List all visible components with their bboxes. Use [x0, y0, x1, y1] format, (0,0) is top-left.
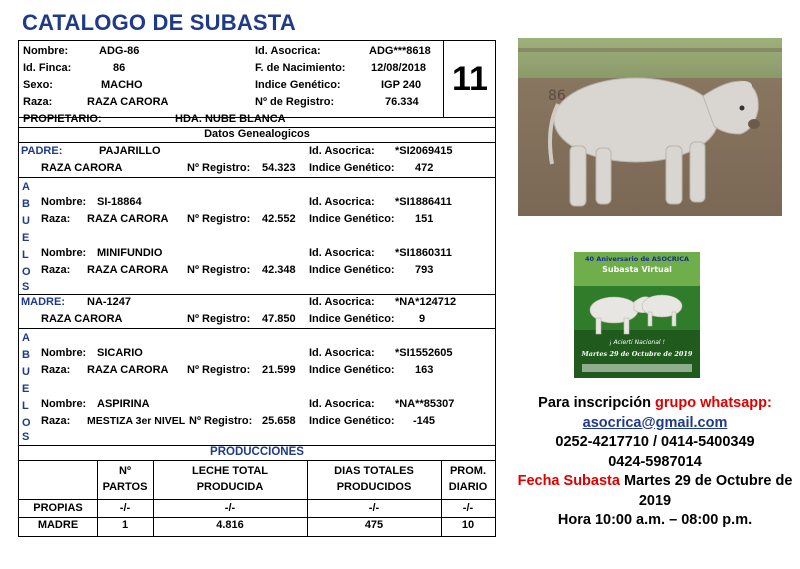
- hora-text: Hora 10:00 a.m. – 08:00 p.m.: [557, 512, 753, 528]
- abuelo-m1-asocrica-label: Id. Asocrica:: [309, 347, 375, 359]
- asocrica-label: Id. Asocrica:: [255, 45, 321, 57]
- abuelo-p1-asocrica: *SI1886411: [395, 196, 452, 208]
- col-leche-header: LECHE TOTAL PRODUCIDA: [192, 465, 268, 493]
- abuelo-p1-nombre-label: Nombre:: [41, 196, 87, 208]
- madre-raza: RAZA CARORA: [41, 313, 123, 325]
- abuelos-m-letter: E: [22, 383, 30, 395]
- padre-asocrica-label: Id. Asocrica:: [309, 145, 375, 157]
- col-prom-header: PROM. DIARIO: [448, 465, 488, 493]
- table-cell: 4.816: [216, 519, 244, 531]
- padre-name: PAJARILLO: [99, 145, 161, 157]
- madre-registro-label: Nº Registro:: [187, 313, 251, 325]
- abuelo-m2-name: ASPIRINA: [97, 398, 150, 410]
- abuelo-p2-asocrica-label: Id. Asocrica:: [309, 247, 375, 259]
- abuelo-p1-raza: RAZA CARORA: [87, 213, 169, 225]
- abuelo-p2-indice-label: Indice Genético:: [309, 264, 395, 276]
- fecha-value: Martes 29 de Octubre de 2019: [623, 473, 793, 509]
- table-cell: 10: [461, 519, 475, 531]
- abuelos-p-letter: S: [22, 281, 30, 293]
- abuelos-m-letter: O: [22, 417, 31, 429]
- abuelos-p-letter: U: [22, 215, 30, 227]
- madre-name: NA-1247: [87, 296, 132, 308]
- col-dias-header: DIAS TOTALES PRODUCIDOS: [334, 465, 414, 493]
- abuelos-p-letter: B: [22, 198, 30, 210]
- abuelo-m1-name: SICARIO: [97, 347, 143, 359]
- padre-asocrica: *SI2069415: [395, 145, 453, 157]
- padre-indice: 472: [415, 162, 434, 174]
- madre-asocrica-label: Id. Asocrica:: [309, 296, 375, 308]
- email-link[interactable]: asocrica@gmail.com: [582, 414, 728, 431]
- abuelo-p1-indice: 151: [415, 213, 434, 225]
- padre-label: PADRE:: [21, 145, 63, 157]
- whatsapp-text: grupo whatsapp:: [655, 395, 772, 411]
- madre-indice: 9: [419, 313, 426, 325]
- fecha-label: Fecha Subasta: [517, 473, 620, 489]
- bull-tag-number: 86: [548, 88, 566, 104]
- padre-indice-label: Indice Genético:: [309, 162, 395, 174]
- bull-photo: [518, 38, 782, 216]
- finca-label: Id. Finca:: [23, 62, 72, 74]
- abuelo-m1-asocrica: *SI1552605: [395, 347, 453, 359]
- poster-line4: Martes 29 de Octubre de 2019: [581, 350, 693, 358]
- abuelo-p1-registro-label: Nº Registro:: [187, 213, 251, 225]
- table-cell: -/-: [119, 502, 131, 514]
- abuelos-p-letter: A: [22, 181, 30, 193]
- raza-value: RAZA CARORA: [87, 96, 169, 108]
- abuelo-p2-raza-label: Raza:: [41, 264, 71, 276]
- abuelos-m-letter: A: [22, 332, 30, 344]
- poster-line3: ¡ Acierti Nacional !: [609, 339, 665, 346]
- catalog-title: CATALOGO DE SUBASTA: [22, 10, 296, 35]
- nombre-value: ADG-86: [99, 45, 140, 57]
- abuelo-m1-indice-label: Indice Genético:: [309, 364, 395, 376]
- abuelo-p1-raza-label: Raza:: [41, 213, 71, 225]
- abuelo-m2-raza-label: Raza:: [41, 415, 71, 427]
- padre-registro: 54.323: [262, 162, 296, 174]
- abuelo-p2-indice: 793: [415, 264, 434, 276]
- abuelo-m2-asocrica: *NA**85307: [395, 398, 455, 410]
- abuelos-p-letter: E: [22, 232, 30, 244]
- madre-asocrica: *NA*124712: [395, 296, 457, 308]
- auction-poster: [574, 252, 700, 378]
- table-cell: -/-: [368, 502, 380, 514]
- registro-label: Nº de Registro:: [255, 96, 335, 108]
- abuelo-p1-indice-label: Indice Genético:: [309, 213, 395, 225]
- raza-label: Raza:: [23, 96, 53, 108]
- col-partos-header: Nº PARTOS: [102, 465, 148, 493]
- producciones-header: PRODUCCIONES: [210, 446, 304, 458]
- lot-number: 11: [443, 41, 496, 118]
- abuelos-p-letter: O: [22, 266, 31, 278]
- abuelo-m1-registro-label: Nº Registro:: [187, 364, 251, 376]
- table-cell: 475: [364, 519, 384, 531]
- madre-label: MADRE:: [21, 296, 65, 308]
- padre-raza: RAZA CARORA: [41, 162, 123, 174]
- indice-label: Indice Genético:: [255, 79, 341, 91]
- abuelo-m1-registro: 21.599: [262, 364, 296, 376]
- abuelos-m-letter: S: [22, 431, 30, 443]
- abuelo-m1-raza-label: Raza:: [41, 364, 71, 376]
- asocrica-value: ADG***8618: [369, 45, 431, 57]
- row-madre-label: MADRE: [37, 519, 79, 531]
- row-propias-label: PROPIAS: [33, 502, 83, 514]
- madre-registro: 47.850: [262, 313, 296, 325]
- abuelo-p2-name: MINIFUNDIO: [97, 247, 163, 259]
- abuelo-m2-asocrica-label: Id. Asocrica:: [309, 398, 375, 410]
- abuelo-p1-name: SI-18864: [97, 196, 142, 208]
- table-cell: -/-: [224, 502, 236, 514]
- abuelo-m2-indice-label: Indice Genético:: [309, 415, 395, 427]
- madre-indice-label: Indice Genético:: [309, 313, 395, 325]
- abuelo-p2-raza: RAZA CARORA: [87, 264, 169, 276]
- abuelo-m2-registro: 25.658: [262, 415, 296, 427]
- abuelo-p1-registro: 42.552: [262, 213, 296, 225]
- sexo-label: Sexo:: [23, 79, 53, 91]
- abuelo-m2-nombre-label: Nombre:: [41, 398, 87, 410]
- inscripcion-text: Para inscripción: [538, 395, 651, 411]
- phone-line-1: 0252-4217710 / 0414-5400349: [555, 434, 755, 450]
- abuelo-p2-registro-label: Nº Registro:: [187, 264, 251, 276]
- nacimiento-value: 12/08/2018: [371, 62, 427, 74]
- finca-value: 86: [113, 62, 126, 74]
- table-cell: -/-: [462, 502, 474, 514]
- abuelo-m1-raza: RAZA CARORA: [87, 364, 169, 376]
- nacimiento-label: F. de Nacimiento:: [255, 62, 346, 74]
- abuelo-p1-asocrica-label: Id. Asocrica:: [309, 196, 375, 208]
- padre-registro-label: Nº Registro:: [187, 162, 251, 174]
- poster-line1: 40 Aniversario de ASOCRICA: [584, 255, 690, 263]
- abuelo-m2-registro-label: Nº Registro:: [189, 415, 253, 427]
- abuelos-p-letter: L: [22, 249, 29, 261]
- catalog-table: [18, 40, 496, 537]
- poster-line2: Subasta Virtual: [602, 265, 672, 274]
- contact-info: [510, 394, 800, 531]
- abuelo-m1-nombre-label: Nombre:: [41, 347, 87, 359]
- abuelo-m2-indice: -145: [413, 415, 436, 427]
- abuelos-m-letter: B: [22, 349, 30, 361]
- abuelo-p2-asocrica: *SI1860311: [395, 247, 452, 259]
- registro-value: 76.334: [385, 96, 419, 108]
- nombre-label: Nombre:: [23, 45, 69, 57]
- abuelos-m-letter: L: [22, 400, 29, 412]
- phone-line-2: 0424-5987014: [608, 453, 702, 470]
- propietario-value: HDA. NUBE BLANCA: [175, 113, 286, 125]
- indice-value: IGP 240: [381, 79, 422, 91]
- genealogy-header: Datos Genealogicos: [204, 128, 310, 140]
- abuelos-m-letter: U: [22, 366, 30, 378]
- propietario-label: PROPIETARIO:: [23, 113, 102, 125]
- abuelo-p2-nombre-label: Nombre:: [41, 247, 87, 259]
- table-cell: 1: [121, 519, 129, 531]
- abuelo-m2-raza: MESTIZA 3er NIVEL: [87, 415, 186, 427]
- abuelo-p2-registro: 42.348: [262, 264, 296, 276]
- abuelo-m1-indice: 163: [415, 364, 434, 376]
- sexo-value: MACHO: [101, 79, 143, 91]
